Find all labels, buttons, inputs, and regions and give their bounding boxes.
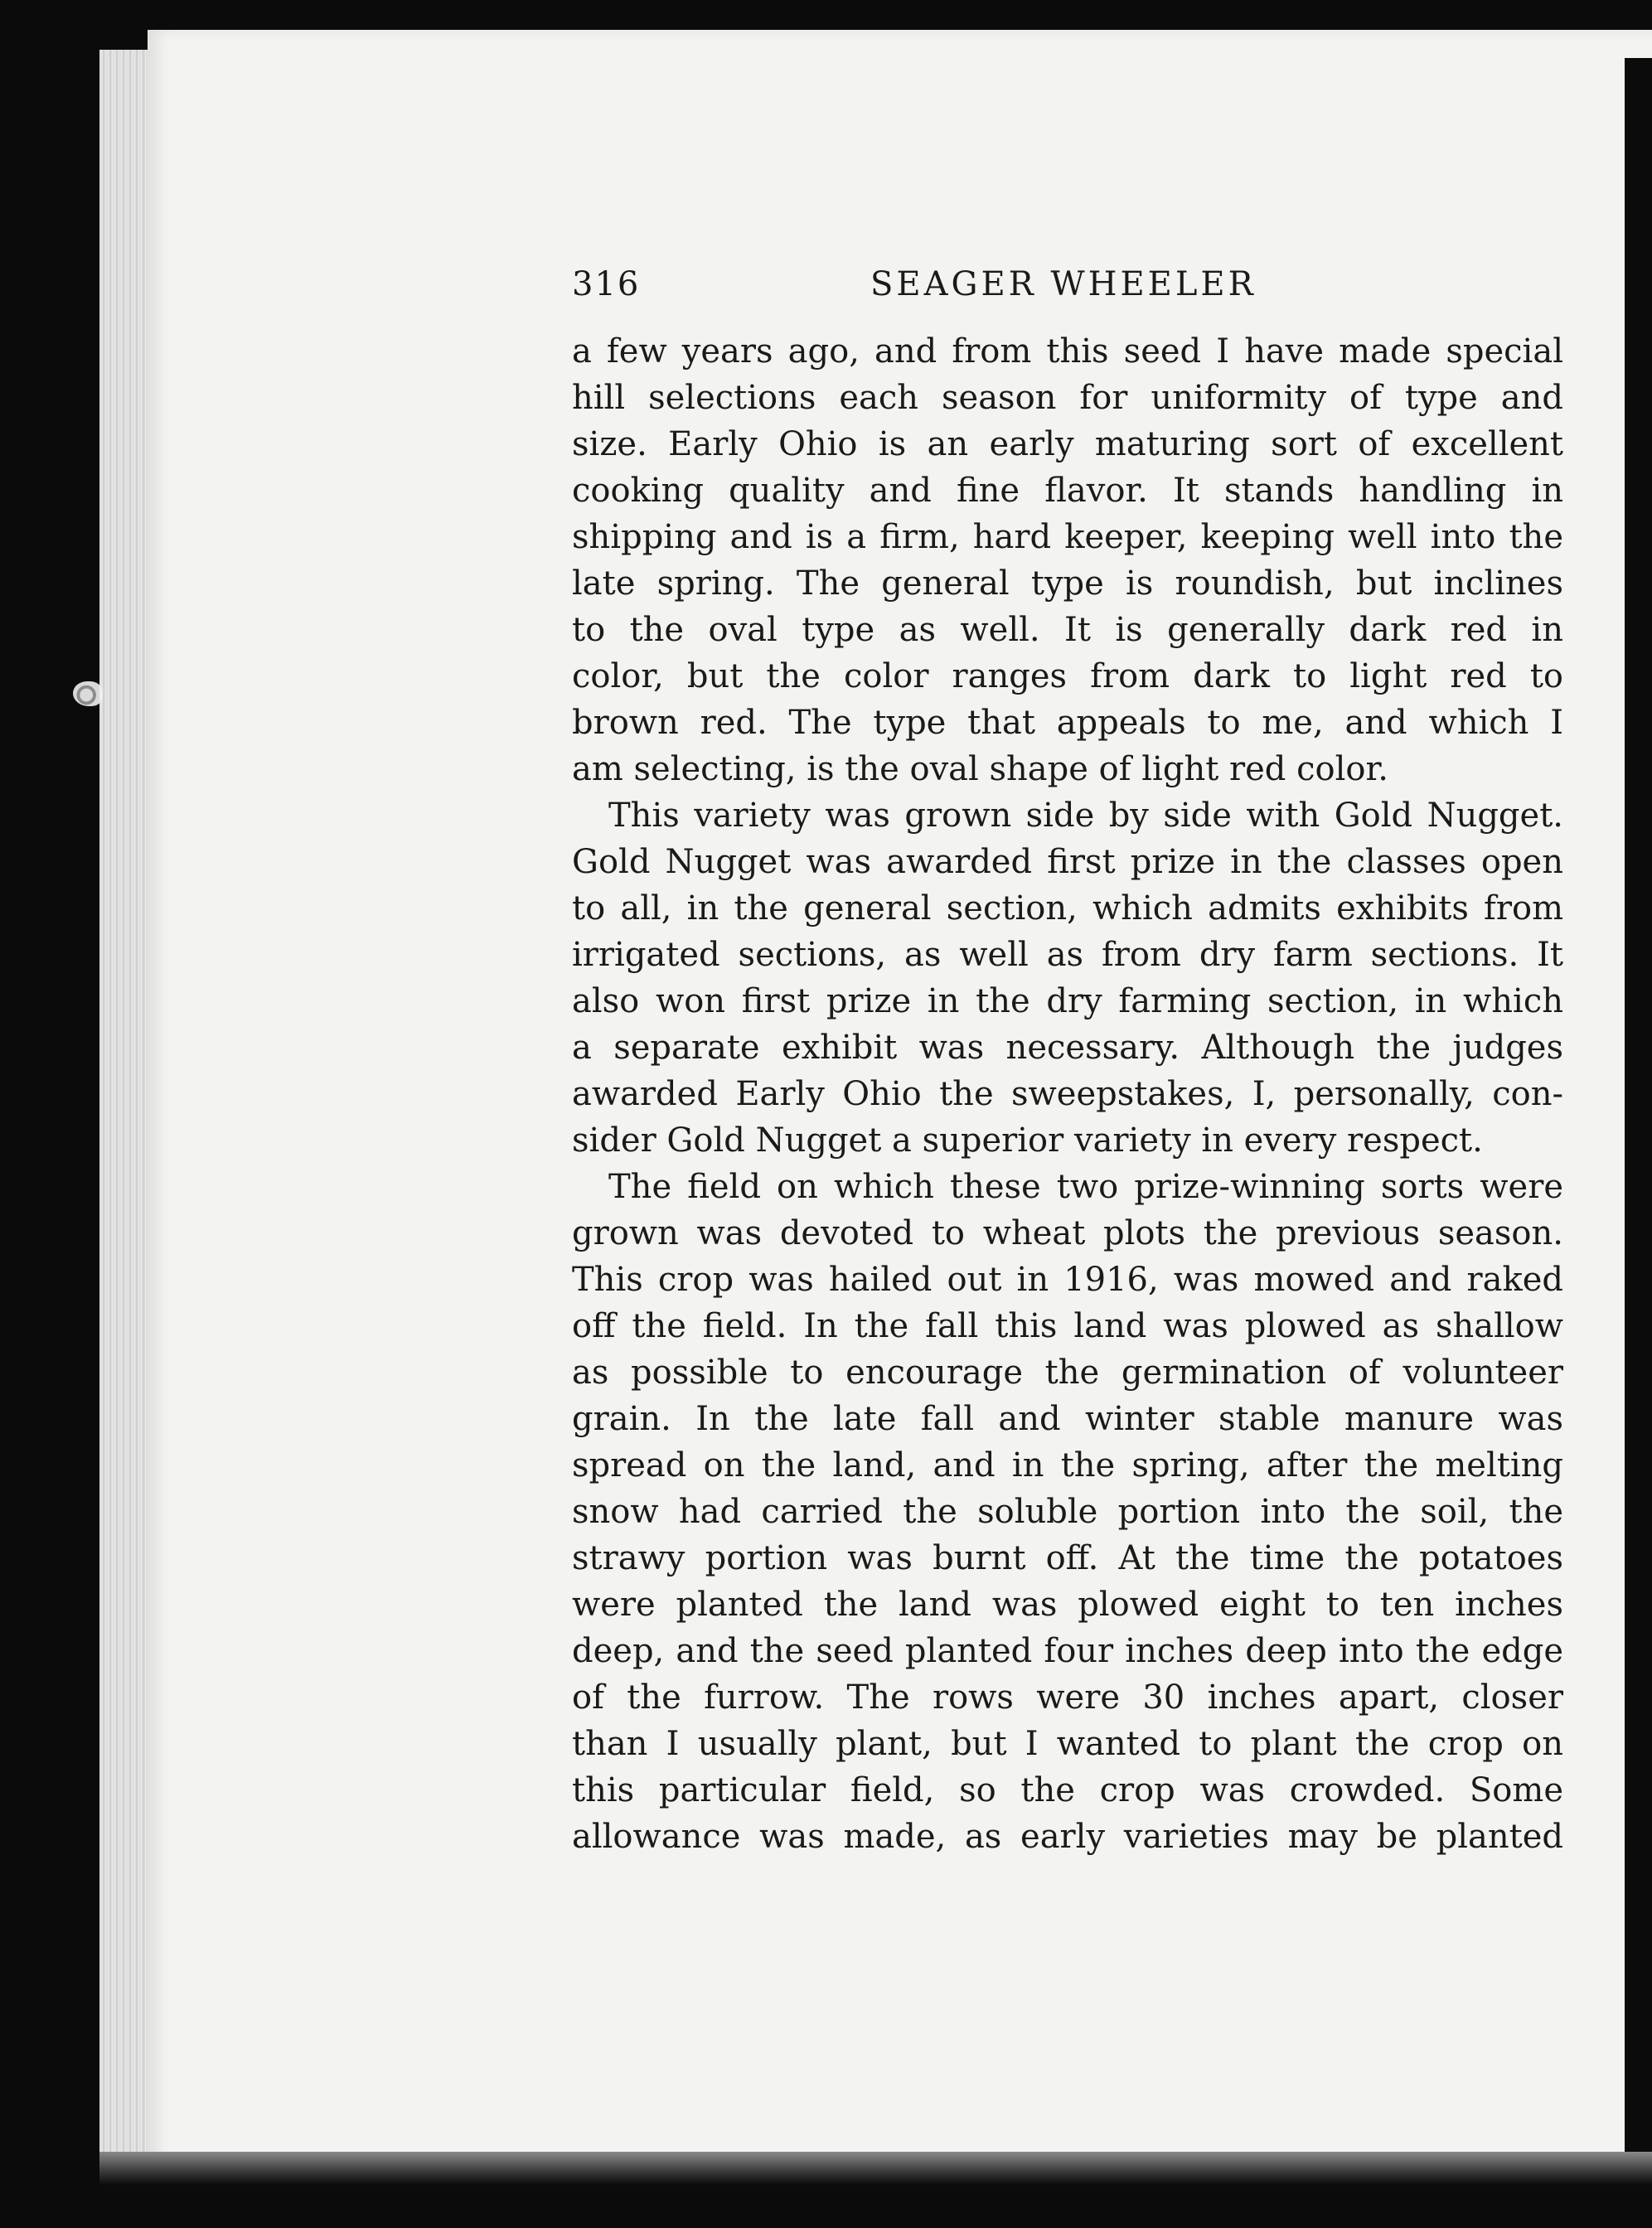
text-line: irrigated sections, as well as from dry farm sections. It	[572, 936, 1563, 974]
text-line: am selecting, is the oval shape of light red color.	[572, 750, 1388, 788]
text-line: deep, and the seed planted four inches deep into the edge	[572, 1632, 1563, 1670]
page-content	[572, 257, 1563, 1860]
text-line: off the field. In the fall this land was plowed as shallow	[572, 1307, 1563, 1345]
text-line: were planted the land was plowed eight to ten inches	[572, 1586, 1563, 1624]
ink-smudge-mark	[73, 681, 103, 706]
text-line: cooking quality and fine flavor. It stands handling in	[572, 472, 1563, 510]
text-line: brown red. The type that appeals to me, and which I	[572, 704, 1563, 742]
text-line: hill selections each season for uniformity of type and	[572, 379, 1563, 417]
running-head	[572, 257, 1563, 310]
text-line: color, but the color ranges from dark to light red to	[572, 657, 1563, 695]
text-line: Gold Nugget was awarded first prize in the classes open	[572, 843, 1563, 881]
right-margin-shadow	[1625, 58, 1652, 2180]
text-line: also won first prize in the dry farming section, in which	[572, 982, 1563, 1020]
paragraph-2	[572, 792, 1563, 1164]
text-line: late spring. The general type is roundish, but inclines	[572, 564, 1563, 603]
text-line: shipping and is a firm, hard keeper, keeping well into the	[572, 518, 1563, 556]
text-line: this particular field, so the crop was crowded. Some	[572, 1771, 1563, 1809]
text-line: spread on the land, and in the spring, after the melting	[572, 1446, 1563, 1485]
text-line: snow had carried the soluble portion into the soil, the	[572, 1493, 1563, 1531]
text-line: sider Gold Nugget a superior variety in every respect.	[572, 1121, 1483, 1160]
text-line: as possible to encourage the germination of volunteer	[572, 1354, 1563, 1392]
text-line: grown was devoted to wheat plots the previous season.	[572, 1214, 1563, 1252]
text-line: grain. In the late fall and winter stable manure was	[572, 1400, 1563, 1438]
page-number: 316	[572, 265, 641, 303]
text-line: allowance was made, as early varieties may be planted	[572, 1818, 1563, 1856]
text-line: of the furrow. The rows were 30 inches apart, closer	[572, 1678, 1563, 1717]
text-line: a separate exhibit was necessary. Although the judges	[572, 1029, 1563, 1067]
text-line: size. Early Ohio is an early maturing sort of excellent	[572, 425, 1563, 463]
text-line: The field on which these two prize-winning sorts were	[608, 1168, 1563, 1206]
text-line: This variety was grown side by side with Gold Nugget.	[608, 797, 1563, 835]
text-line: strawy portion was burnt off. At the time the potatoes	[572, 1539, 1563, 1577]
bottom-edge-shadow	[99, 2152, 1652, 2185]
text-line: This crop was hailed out in 1916, was mowed and raked	[572, 1261, 1563, 1299]
text-line: than I usually plant, but I wanted to plant the crop on	[572, 1725, 1563, 1763]
text-line: awarded Early Ohio the sweepstakes, I, personally, con-	[572, 1075, 1563, 1113]
paragraph-1	[572, 328, 1563, 792]
running-title: SEAGER WHEELER	[870, 265, 1257, 303]
paragraph-3	[572, 1164, 1563, 1860]
text-line: a few years ago, and from this seed I have made special	[572, 332, 1563, 371]
text-line: to all, in the general section, which admits exhibits from	[572, 889, 1563, 928]
text-line: to the oval type as well. It is generally dark red in	[572, 611, 1563, 649]
